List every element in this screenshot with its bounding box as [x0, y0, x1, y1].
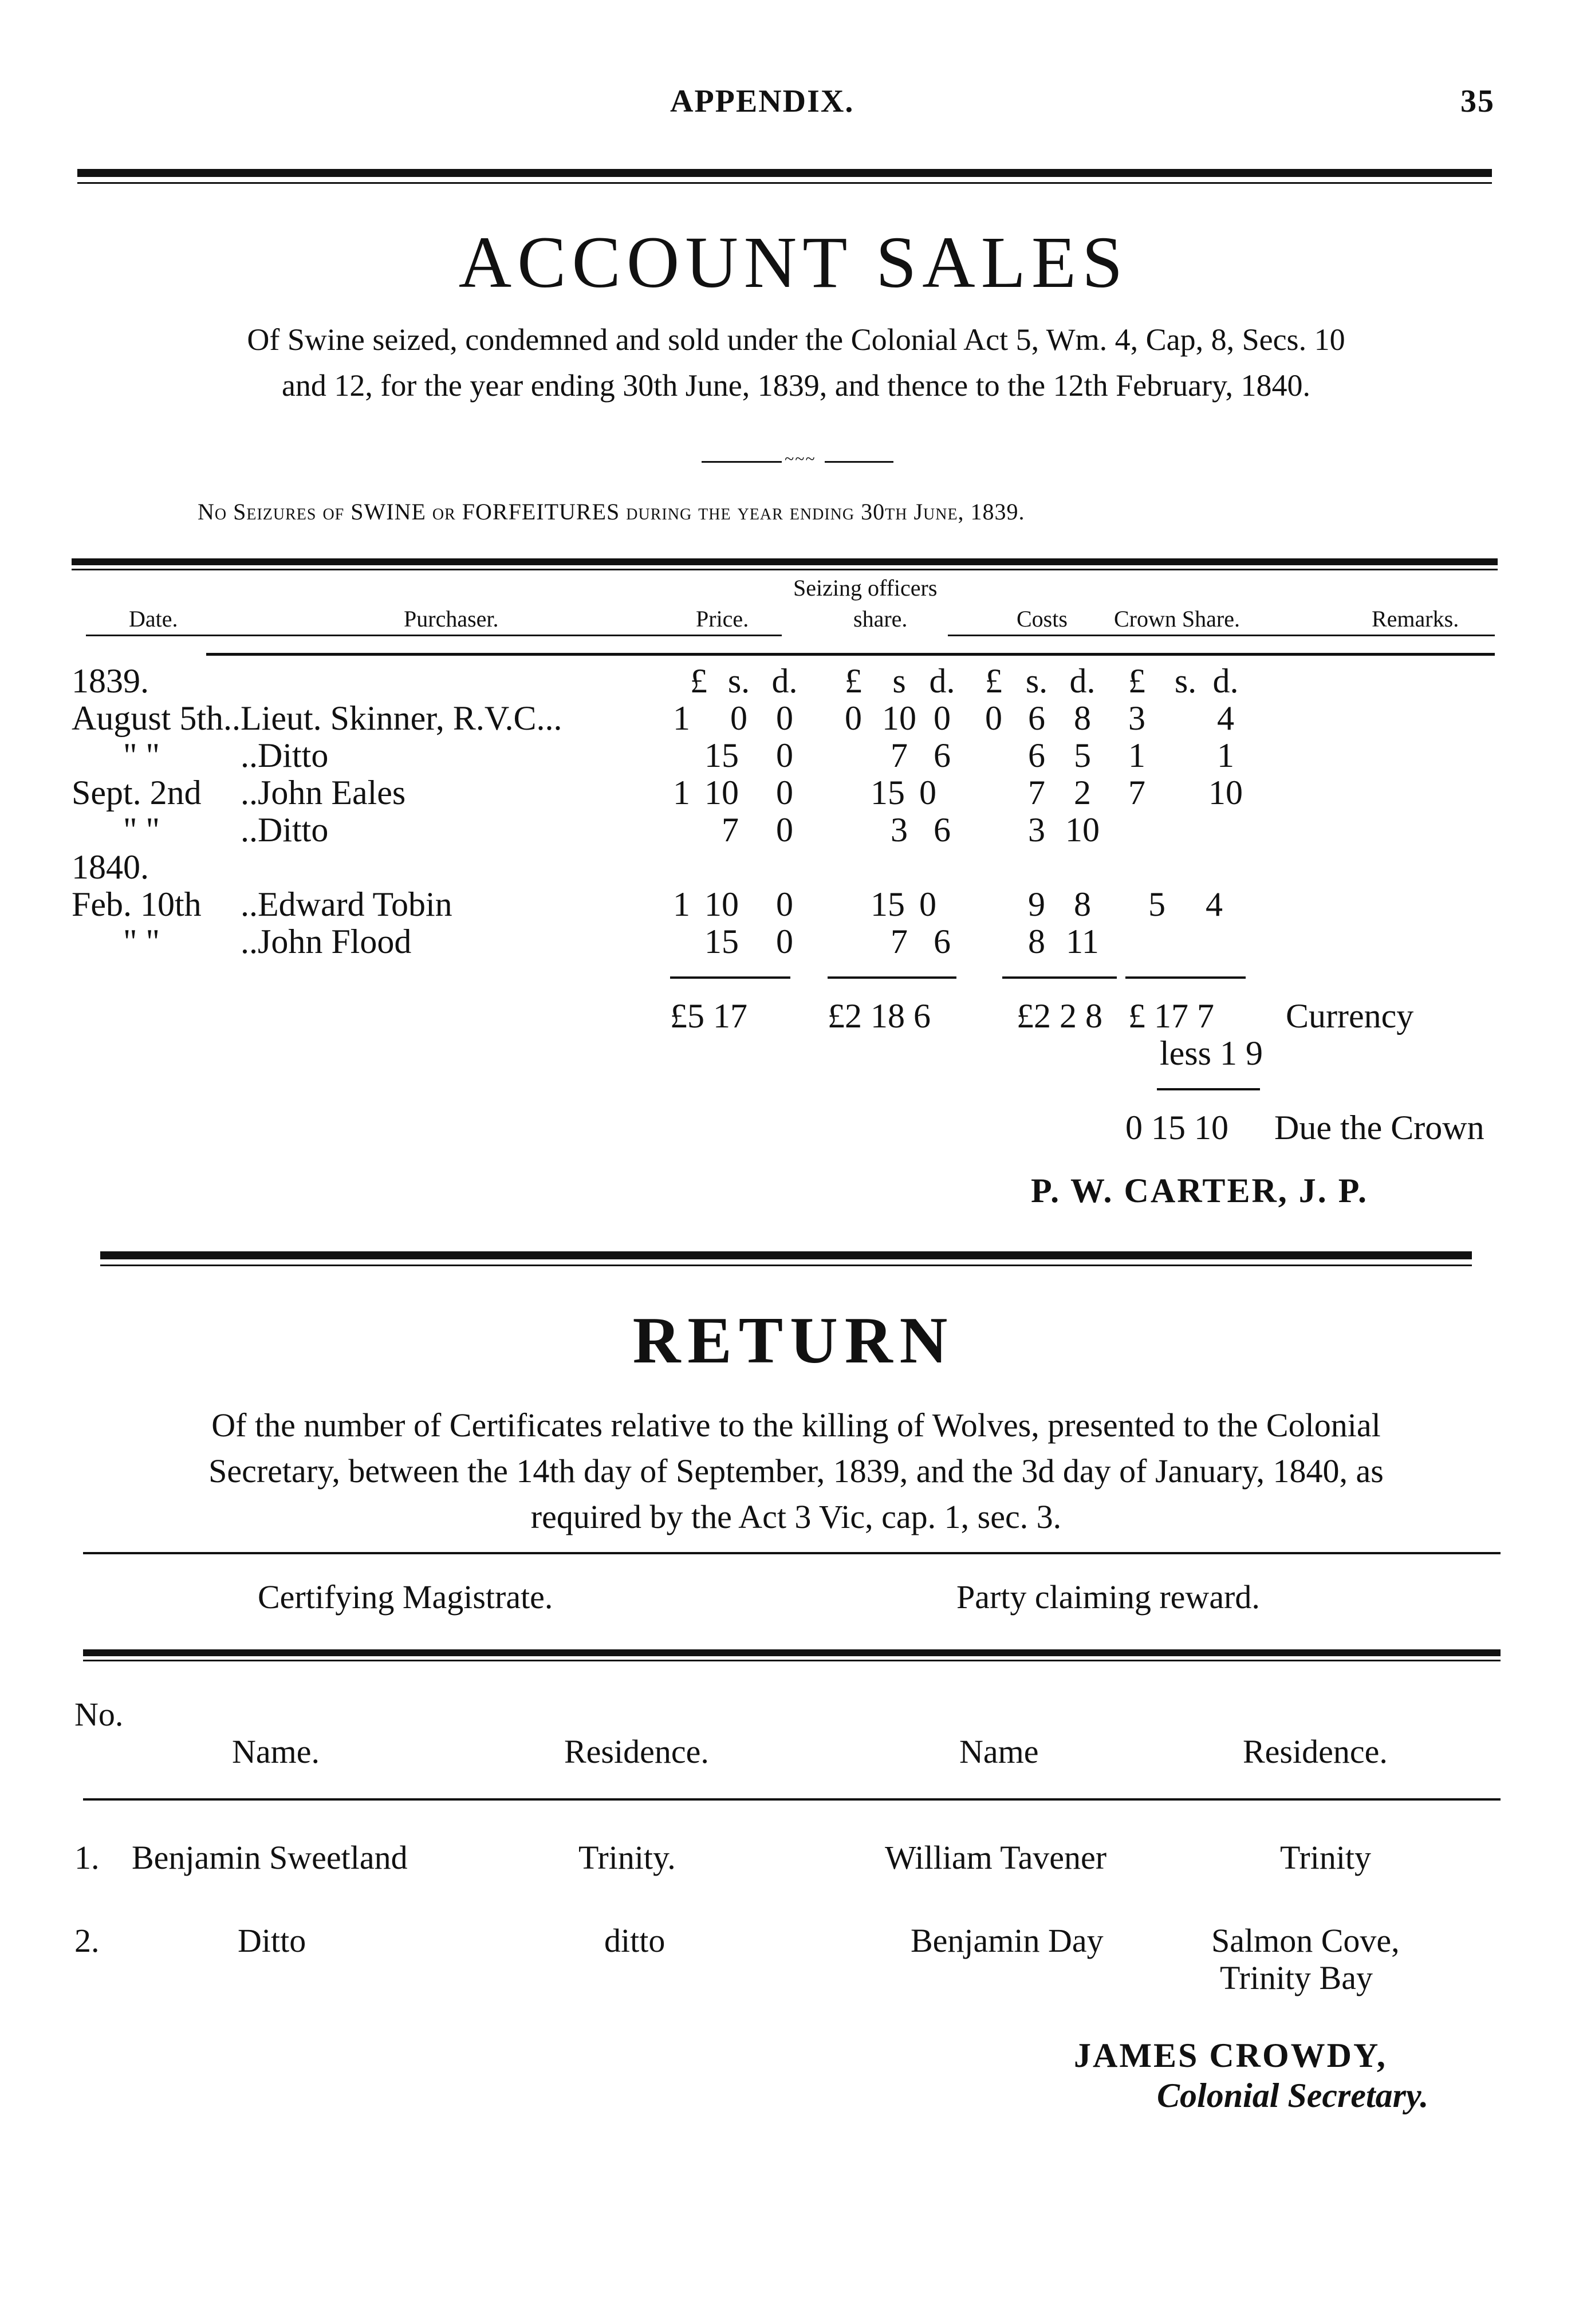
costs-shillings: 8: [1028, 923, 1045, 960]
return-row-name1: Benjamin Sweetland: [132, 1839, 408, 1876]
return-row-res2: Salmon Cove,: [1211, 1922, 1400, 1959]
price-shillings: 10: [704, 774, 739, 812]
col-seizing-top: Seizing officers: [793, 575, 938, 601]
due-amount: 0 15 10: [1125, 1109, 1228, 1147]
seizing-shillings: 15: [871, 885, 905, 923]
unit-label: d.: [929, 662, 955, 700]
page-number: 35: [1460, 84, 1495, 119]
table-row-date: " ": [123, 923, 160, 960]
table-row-purchaser: ..Ditto: [241, 811, 329, 849]
table-row-purchaser: ..John Flood: [241, 923, 412, 960]
section-rule-thick: [100, 1251, 1472, 1259]
col-costs: Costs: [1017, 606, 1068, 632]
table-row-purchaser: ..Lieut. Skinner, R.V.C...: [223, 699, 562, 737]
crown-pence: 4: [1206, 885, 1223, 923]
col-name-party: Name: [959, 1733, 1039, 1770]
currency-label: Currency: [1286, 997, 1414, 1035]
costs-pounds: 0: [985, 699, 1002, 737]
return-title: RETURN: [632, 1304, 955, 1377]
price-shillings: 0: [730, 699, 747, 737]
due-total-rule: [1157, 1088, 1260, 1090]
col-date: Date.: [129, 606, 178, 632]
costs-pence: 10: [1065, 811, 1100, 849]
unit-label: s: [892, 662, 906, 700]
year-1839: 1839.: [72, 662, 149, 700]
price-pence: 0: [776, 736, 793, 774]
table-top-rule-thin: [72, 569, 1498, 570]
seizing-shillings: 3: [891, 811, 908, 849]
return-rule-2: [83, 1798, 1501, 1801]
seizing-total-rule: [828, 976, 956, 979]
col-seizing-bottom: share.: [853, 606, 908, 632]
crown-total: £ 17 7: [1128, 997, 1214, 1035]
return-row-no: 2.: [74, 1922, 100, 1959]
table-top-rule-thick: [72, 558, 1498, 565]
unit-label: s.: [1174, 662, 1197, 700]
price-total-rule: [670, 976, 790, 979]
header-rule-thick: [77, 169, 1492, 177]
costs-pence: 8: [1074, 699, 1091, 737]
seizing-pence: 0: [934, 699, 951, 737]
price-shillings: 15: [704, 736, 739, 774]
seizing-pence: 0: [919, 774, 936, 812]
costs-total-rule: [1002, 976, 1117, 979]
unit-label: s.: [1025, 662, 1048, 700]
costs-shillings: 7: [1028, 774, 1045, 812]
group-party-claiming: Party claiming reward.: [956, 1578, 1260, 1616]
seizing-pounds: 0: [845, 699, 862, 737]
return-rule-thick: [83, 1649, 1501, 1656]
account-sales-intro-line2: and 12, for the year ending 30th June, 1839, and thence to the 12th February, 1840.: [281, 368, 1311, 403]
table-row-date: " ": [123, 811, 160, 849]
price-pence: 0: [776, 699, 793, 737]
return-row-no: 1.: [74, 1839, 100, 1876]
col-residence-party: Residence.: [1243, 1733, 1388, 1770]
seizing-pence: 6: [934, 923, 951, 960]
return-intro-line2: Secretary, between the 14th day of September, 1839, and the 3d day of January, 1840, as: [208, 1452, 1384, 1490]
account-sales-intro-line1: Of Swine seized, condemned and sold under the Colonial Act 5, Wm. 4, Cap, 8, Secs. 10: [247, 322, 1345, 357]
price-pounds: 1: [673, 885, 690, 923]
unit-label: s.: [727, 662, 750, 700]
col-crown-share: Crown Share.: [1114, 606, 1240, 632]
price-pounds: 1: [673, 699, 690, 737]
return-intro-line1: Of the number of Certificates relative to the killing of Wolves, presented to the Colonial: [211, 1407, 1381, 1444]
costs-shillings: 6: [1028, 736, 1045, 774]
seizing-total: £2 18 6: [828, 997, 931, 1035]
unit-label: d.: [1069, 662, 1096, 700]
price-pence: 0: [776, 774, 793, 812]
price-total: £5 17: [670, 997, 747, 1035]
return-row-name2: William Tavener: [885, 1839, 1107, 1876]
table-row-date: Sept. 2nd: [72, 774, 202, 812]
costs-total: £2 2 8: [1017, 997, 1102, 1035]
price-pence: 0: [776, 811, 793, 849]
return-row-res2-line2: Trinity Bay: [1220, 1959, 1373, 1996]
return-signature-title: Colonial Secretary.: [1157, 2077, 1429, 2114]
account-sales-title: ACCOUNT SALES: [458, 222, 1129, 303]
section-rule-thin: [100, 1265, 1472, 1266]
col-residence-magistrate: Residence.: [564, 1733, 709, 1770]
price-pounds: 1: [673, 774, 690, 812]
seizing-shillings: 7: [891, 923, 908, 960]
unit-label: £: [690, 662, 707, 700]
table-row-date: Feb. 10th: [72, 885, 202, 923]
seizing-shillings: 15: [871, 774, 905, 812]
ornament-rule-left: [702, 461, 782, 463]
col-no: No.: [74, 1696, 124, 1733]
crown-total-rule: [1125, 976, 1246, 979]
no-seizures-note: No Seizures of SWINE or FORFEITURES during the year ending 30th June, 1839.: [198, 499, 1025, 525]
costs-pence: 2: [1074, 774, 1091, 812]
crown-shillings: 1: [1128, 736, 1145, 774]
return-row-res2: Trinity: [1280, 1839, 1372, 1876]
crown-pence: 1: [1217, 736, 1234, 774]
crown-pence: 4: [1217, 699, 1234, 737]
due-label: Due the Crown: [1274, 1109, 1484, 1147]
col-head-underline-right: [948, 635, 1495, 636]
unit-label: d.: [1212, 662, 1239, 700]
year-1840: 1840.: [72, 848, 149, 886]
account-signature: P. W. CARTER, J. P.: [1031, 1172, 1368, 1210]
price-pence: 0: [776, 923, 793, 960]
unit-label: £: [985, 662, 1002, 700]
running-header: APPENDIX.: [670, 84, 854, 119]
unit-label: d.: [771, 662, 798, 700]
crown-pence: 10: [1208, 774, 1243, 812]
costs-shillings: 3: [1028, 811, 1045, 849]
table-row-date: August 5th: [72, 699, 224, 737]
table-row-purchaser: ..Ditto: [241, 736, 329, 774]
seizing-pence: 0: [919, 885, 936, 923]
seizing-shillings: 10: [882, 699, 916, 737]
crown-shillings: 3: [1128, 699, 1145, 737]
table-row-date: " ": [123, 736, 160, 774]
return-row-name1: Ditto: [238, 1922, 306, 1959]
ornament-rule-right: [825, 461, 893, 463]
crown-shillings: 5: [1148, 885, 1165, 923]
seizing-pence: 6: [934, 736, 951, 774]
less-amount: less 1 9: [1160, 1034, 1263, 1072]
seizing-shillings: 7: [891, 736, 908, 774]
table-row-purchaser: ..John Eales: [241, 774, 406, 812]
price-shillings: 15: [704, 923, 739, 960]
price-shillings: 10: [704, 885, 739, 923]
crown-shillings: 7: [1128, 774, 1145, 812]
col-name-magistrate: Name.: [232, 1733, 320, 1770]
return-signature-name: JAMES CROWDY,: [1074, 2037, 1387, 2074]
col-head-rule: [206, 653, 1495, 656]
return-row-res1: ditto: [604, 1922, 665, 1959]
costs-pence: 8: [1074, 885, 1091, 923]
return-intro-line3: required by the Act 3 Vic, cap. 1, sec. 3.: [530, 1498, 1062, 1535]
unit-label: £: [1128, 662, 1145, 700]
header-rule-thin: [77, 182, 1492, 184]
price-shillings: 7: [722, 811, 739, 849]
return-row-name2: Benjamin Day: [911, 1922, 1104, 1959]
col-remarks: Remarks.: [1372, 606, 1459, 632]
group-certifying-magistrate: Certifying Magistrate.: [258, 1578, 553, 1616]
table-row-purchaser: ..Edward Tobin: [241, 885, 452, 923]
costs-pence: 11: [1066, 923, 1099, 960]
col-price: Price.: [696, 606, 749, 632]
costs-pence: 5: [1074, 736, 1091, 774]
costs-shillings: 9: [1028, 885, 1045, 923]
ornament: ~~~: [785, 450, 816, 468]
seizing-pence: 6: [934, 811, 951, 849]
return-rule-1: [83, 1552, 1501, 1554]
costs-shillings: 6: [1028, 699, 1045, 737]
return-rule-thin: [83, 1660, 1501, 1661]
price-pence: 0: [776, 885, 793, 923]
col-head-underline-left: [86, 635, 782, 636]
col-purchaser: Purchaser.: [404, 606, 499, 632]
unit-label: £: [845, 662, 862, 700]
return-row-res1: Trinity.: [578, 1839, 676, 1876]
